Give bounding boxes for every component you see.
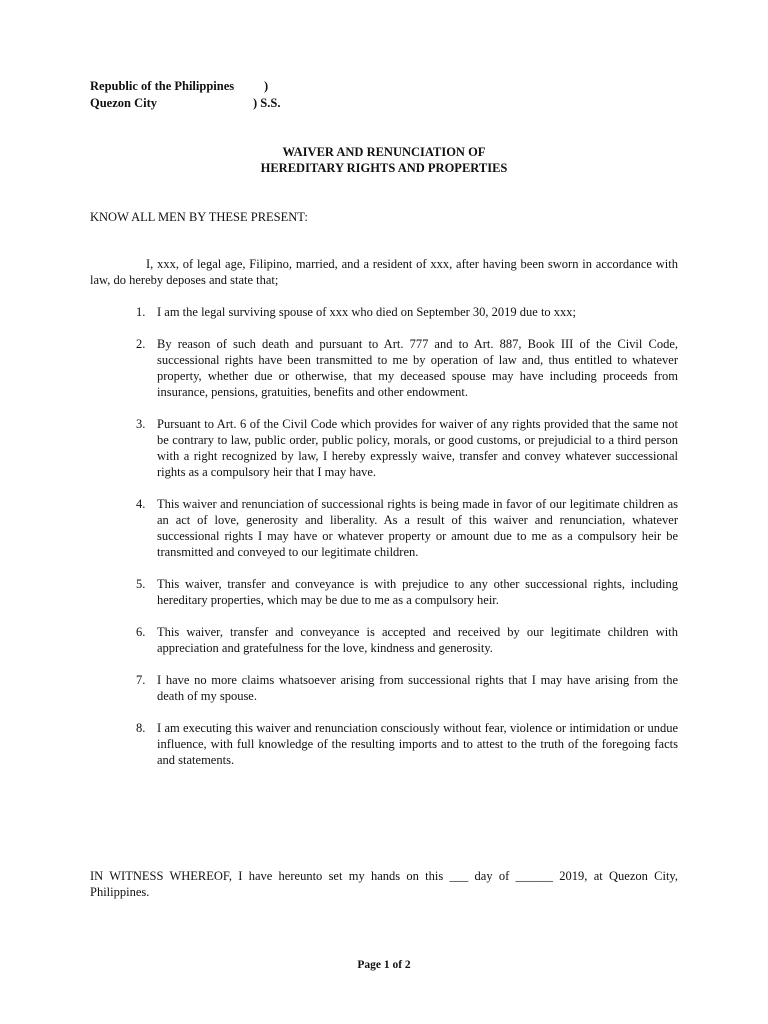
clause-text: This waiver, transfer and conveyance is with prejudice to any other successional rights, including hereditary properties, which may be due to me as a compulsory heir. xyxy=(157,577,678,607)
venue-caption xyxy=(90,78,281,112)
page-number: Page 1 of 2 xyxy=(357,959,411,971)
clause-number: 4. xyxy=(136,497,146,511)
clause-item xyxy=(136,496,678,560)
clause-item xyxy=(136,624,678,656)
clause-item xyxy=(136,416,678,480)
caption-line-1 xyxy=(90,78,269,95)
clause-text: This waiver, transfer and conveyance is accepted and received by our legitimate children with appreciation and gratefulness for the love, kindness and generosity. xyxy=(157,625,678,655)
clause-item xyxy=(136,576,678,608)
clause-number: 8. xyxy=(136,721,146,735)
title-line-1: WAIVER AND RENUNCIATION OF xyxy=(282,145,486,159)
caption-bracket-1: ) xyxy=(264,79,269,93)
numbered-clauses xyxy=(136,304,678,784)
clause-text: Pursuant to Art. 6 of the Civil Code which provides for waiver of any rights provided that the same not be contrary to law, public order, public policy, morals, or good customs, or prejudicial to a third person with a right recognized by law, I hereby expressly waive, transfer and convey whatever successional rights as a compulsory heir that I may have. xyxy=(157,417,678,479)
page-footer xyxy=(0,957,768,973)
salutation: KNOW ALL MEN BY THESE PRESENT: xyxy=(90,210,308,224)
clause-number: 1. xyxy=(136,305,146,319)
clause-item xyxy=(136,672,678,704)
clause-text: I am the legal surviving spouse of xxx who died on September 30, 2019 due to xxx; xyxy=(157,305,577,319)
clause-number: 3. xyxy=(136,417,146,431)
clause-text: I have no more claims whatsoever arising from successional rights that I may have arising from the death of my spouse. xyxy=(157,673,678,703)
caption-ss: ) S.S. xyxy=(253,96,281,110)
clause-text: This waiver and renunciation of successional rights is being made in favor of our legitimate children as an act of love, generosity and liberality. As a result of this waiver and renunciation, whatever successional rights I may have or whatever property or amount due to me as a compulsory heir be transmitted and conveyed to our legitimate children. xyxy=(157,497,678,559)
clause-number: 5. xyxy=(136,577,146,591)
clause-text: By reason of such death and pursuant to Art. 777 and to Art. 887, Book III of the Civil Code, successional rights have been transmitted to me by operation of law and, thus entitled to whatever property, whether due or otherwise, that my deceased spouse may have including proceeds from insurance, pensions, gratuities, benefits and other endowment. xyxy=(157,337,678,399)
clause-item xyxy=(136,336,678,400)
clause-number: 2. xyxy=(136,337,146,351)
intro-paragraph: I, xxx, of legal age, Filipino, married, and a resident of xxx, after having been sworn in accordance with law, do hereby deposes and state that; xyxy=(90,257,678,287)
document-title xyxy=(0,144,768,176)
clause-number: 7. xyxy=(136,673,146,687)
caption-line-2 xyxy=(90,95,281,112)
clause-item xyxy=(136,720,678,768)
clause-text: I am executing this waiver and renunciation consciously without fear, violence or intimidation or undue influence, with full knowledge of the resulting imports and to attest to the truth of the foregoing facts and statements. xyxy=(157,721,678,767)
title-line-2: HEREDITARY RIGHTS AND PROPERTIES xyxy=(260,161,508,175)
caption-city: Quezon City xyxy=(90,96,158,110)
caption-republic: Republic of the Philippines xyxy=(90,79,235,93)
clause-number: 6. xyxy=(136,625,146,639)
witness-paragraph: IN WITNESS WHEREOF, I have hereunto set my hands on this ___ day of ______ 2019, at Quezon City, Philippines. xyxy=(90,869,678,899)
clause-item xyxy=(136,304,678,320)
